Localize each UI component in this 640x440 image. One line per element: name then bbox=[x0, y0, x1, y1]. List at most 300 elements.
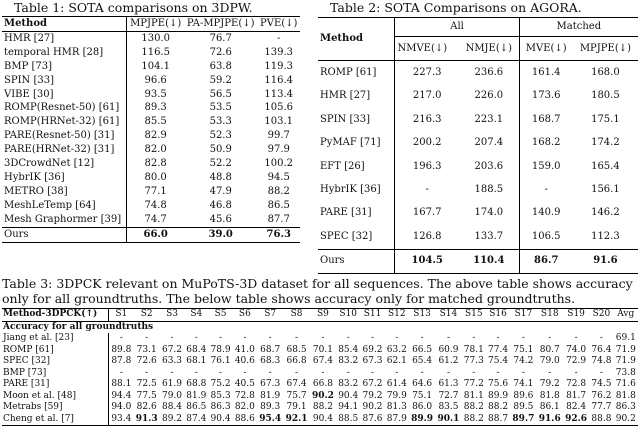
table3-value-cell: 75.1 bbox=[412, 390, 433, 401]
table3-value-cell: 86.0 bbox=[412, 402, 433, 412]
table1-row bbox=[2, 115, 300, 129]
table1-row bbox=[2, 31, 300, 45]
table3-value-cell: 78.1 bbox=[463, 344, 484, 355]
table2-row bbox=[318, 85, 638, 108]
table3-caption-line2: only for all groundtruths. The below table shows accuracy only for matched groundtruths. bbox=[2, 291, 576, 306]
table3-value-cell: 69.2 bbox=[362, 344, 383, 355]
table1-value-cell: 46.8 bbox=[209, 199, 232, 211]
table1-value-cell: 89.3 bbox=[144, 102, 167, 114]
table3-value-cell: 72.5 bbox=[136, 379, 157, 389]
table2-method-cell: EFT [26] bbox=[318, 155, 395, 178]
table3-value-cell: - bbox=[346, 333, 350, 343]
table1-method-cell: SPIN [33] bbox=[2, 74, 127, 88]
table3-value-cell: 89.3 bbox=[260, 402, 281, 412]
table3-value-cell: - bbox=[145, 367, 149, 378]
table3-row bbox=[2, 391, 638, 403]
table1-method-cell: BMP [73] bbox=[2, 60, 127, 74]
table3-header-col: S12 bbox=[387, 309, 406, 319]
table2-row bbox=[318, 202, 638, 225]
table3-value-cell: - bbox=[395, 333, 399, 343]
table3-value-cell: - bbox=[219, 333, 223, 343]
table1-row bbox=[2, 60, 300, 74]
table3-value-cell: 79.2 bbox=[362, 390, 383, 401]
table3-row bbox=[2, 345, 638, 357]
table1-value-cell: 94.5 bbox=[267, 171, 290, 183]
table3-value-cell: 79.1 bbox=[286, 402, 307, 412]
table1-value-cell: 116.5 bbox=[141, 46, 170, 58]
table3-value-cell: - bbox=[446, 367, 450, 378]
table1-value-cell: 74.8 bbox=[144, 199, 167, 211]
table1-value-cell: 104.1 bbox=[141, 60, 170, 72]
table3-value-cell: 88.7 bbox=[488, 413, 509, 424]
table3-value-cell: 90.2 bbox=[362, 402, 383, 412]
table3-value-cell: 77.4 bbox=[488, 344, 509, 355]
table3-method-cell: Jiang et al. [23] bbox=[2, 333, 109, 345]
table2-value-cell: 223.1 bbox=[459, 108, 519, 131]
table3-value-cell: 95.4 bbox=[259, 413, 282, 424]
table3-value-cell: 90.2 bbox=[615, 413, 636, 424]
table3-value-cell: - bbox=[194, 333, 198, 343]
table3-value-cell: 89.6 bbox=[513, 390, 534, 401]
table1-header-mpjpe: MPJPE(↓) bbox=[130, 18, 182, 29]
table3-value-cell: 87.9 bbox=[386, 413, 407, 424]
table3-value-cell: 77.5 bbox=[136, 390, 157, 401]
table1-value-cell: 139.3 bbox=[264, 46, 294, 58]
table3-header-method: Method-3DPCK(↑) bbox=[2, 309, 109, 322]
table1-method-cell: PARE(Resnet-50) [31] bbox=[2, 129, 127, 143]
table3-header-col: S15 bbox=[464, 309, 483, 319]
table2-value-cell: - bbox=[544, 184, 548, 196]
table3-value-cell: 80.7 bbox=[539, 344, 560, 355]
table3-value-cell: - bbox=[446, 333, 450, 343]
table3-value-cell: 94.1 bbox=[338, 402, 359, 412]
table3-value-cell: 68.7 bbox=[260, 344, 281, 355]
table2-group-matched: Matched bbox=[519, 18, 638, 37]
table1-value-cell: 39.0 bbox=[208, 228, 233, 240]
table3-value-cell: 71.9 bbox=[615, 356, 636, 366]
table3-value-cell: - bbox=[599, 367, 603, 378]
table2-value-cell: 112.3 bbox=[591, 230, 620, 242]
table1-value-cell: 96.6 bbox=[144, 74, 167, 86]
table2-value-cell: 174.2 bbox=[591, 137, 620, 149]
table1-value-cell: 59.2 bbox=[209, 74, 232, 86]
table3-value-cell: 81.8 bbox=[539, 390, 560, 401]
table2-header-nmve: NMVE(↓) bbox=[397, 42, 448, 54]
table2-value-cell: 226.0 bbox=[459, 85, 519, 108]
table3-value-cell: 75.4 bbox=[488, 356, 509, 366]
table3-method-cell: ROMP [61] bbox=[2, 345, 109, 357]
table1-row bbox=[2, 157, 300, 171]
table3-header-col: S19 bbox=[567, 309, 585, 319]
table3-method-cell: SPEC [32] bbox=[2, 356, 109, 368]
table3-value-cell: - bbox=[395, 367, 399, 378]
table3-value-cell: 86.1 bbox=[539, 402, 560, 412]
table3-value-cell: 79.0 bbox=[161, 390, 183, 401]
table1-method-cell: Ours bbox=[2, 227, 127, 242]
table3-value-cell: 89.9 bbox=[488, 390, 509, 401]
table3-value-cell: 77.7 bbox=[591, 402, 612, 412]
table2-value-cell: 110.4 bbox=[459, 249, 519, 273]
table3-value-cell: 87.8 bbox=[111, 356, 132, 366]
table2-value-cell: 126.8 bbox=[412, 230, 442, 242]
table3-value-cell: - bbox=[370, 333, 375, 343]
table1-value-cell: 82.8 bbox=[144, 158, 167, 170]
table3-value-cell: 73.8 bbox=[615, 367, 636, 378]
table2-value-cell: 106.5 bbox=[531, 230, 561, 242]
table3-value-cell: 81.7 bbox=[566, 390, 587, 401]
table2-method-cell: HybrIK [36] bbox=[318, 178, 395, 201]
table3-value-cell: - bbox=[295, 367, 299, 378]
table1-row bbox=[2, 185, 300, 199]
table1-body bbox=[2, 31, 300, 242]
table1-value-cell: 100.2 bbox=[264, 158, 294, 170]
table2-group-row bbox=[318, 18, 638, 37]
table3-value-cell: 90.4 bbox=[312, 413, 333, 424]
table2-method-cell: ROMP [61] bbox=[318, 61, 395, 85]
table3-value-cell: 93.4 bbox=[111, 413, 132, 424]
table3-value-cell: 68.1 bbox=[186, 356, 207, 366]
table1-row bbox=[2, 171, 300, 185]
table1-value-cell: 45.6 bbox=[209, 213, 232, 225]
table1-header-method: Method bbox=[2, 17, 127, 32]
table1-method-cell: 3DCrowdNet [12] bbox=[2, 157, 127, 171]
table2-method-cell: PyMAF [71] bbox=[318, 132, 395, 155]
table1-value-cell: 76.3 bbox=[266, 228, 291, 240]
table3-value-cell: 88.2 bbox=[312, 402, 333, 412]
table3-value-cell: - bbox=[170, 367, 174, 378]
table3-row bbox=[2, 368, 638, 380]
table2-header-mpjpe: MPJPE(↓) bbox=[579, 42, 631, 54]
table2-value-cell: 91.6 bbox=[593, 255, 618, 267]
table3-value-cell: 91.6 bbox=[538, 413, 561, 424]
table3-value-cell: 85.4 bbox=[338, 344, 359, 355]
table3-value-cell: 86.5 bbox=[186, 402, 207, 412]
table1-value-cell: 87.7 bbox=[267, 213, 290, 225]
table1-method-cell: temporal HMR [28] bbox=[2, 46, 127, 60]
table2-value-cell: 161.4 bbox=[531, 67, 561, 79]
table3-value-cell: 89.9 bbox=[411, 413, 434, 424]
table3-header-col: S13 bbox=[413, 309, 431, 319]
table3-row bbox=[2, 414, 638, 426]
table1-value-cell: 82.0 bbox=[144, 144, 167, 156]
table3-header-col: S1 bbox=[115, 309, 128, 319]
table3-value-cell: 67.3 bbox=[362, 356, 383, 366]
table3-value-cell: 81.1 bbox=[463, 390, 484, 401]
table3-value-cell: 73.1 bbox=[136, 344, 157, 355]
table1-method-cell: PARE(HRNet-32) [31] bbox=[2, 143, 127, 157]
table1-value-cell: 50.9 bbox=[209, 144, 232, 156]
table3-value-cell: - bbox=[574, 333, 578, 343]
table3-value-cell: 82.6 bbox=[136, 402, 157, 412]
table3-value-cell: - bbox=[496, 367, 500, 378]
table3-value-cell: 79.2 bbox=[539, 379, 560, 389]
table3-value-cell: 89.5 bbox=[513, 402, 534, 412]
table2-ours-row bbox=[318, 249, 638, 273]
table1-value-cell: 113.4 bbox=[264, 88, 294, 100]
table3-value-cell: - bbox=[268, 333, 272, 343]
table1-value-cell: 99.7 bbox=[267, 130, 290, 142]
table2-value-cell: 175.1 bbox=[591, 113, 620, 125]
table3-value-cell: - bbox=[295, 333, 299, 343]
table3-value-cell: 68.3 bbox=[260, 356, 281, 366]
table3-method-cell: PARE [31] bbox=[2, 379, 109, 391]
table3-value-cell: 81.8 bbox=[615, 390, 636, 401]
table3-header-col: S7 bbox=[264, 309, 277, 319]
table3-header-col: S16 bbox=[489, 309, 507, 319]
table3-value-cell: 75.2 bbox=[210, 379, 231, 389]
table1-method-cell: METRO [38] bbox=[2, 185, 127, 199]
table1-value-cell: 74.7 bbox=[144, 213, 167, 225]
table2-method-cell: Ours bbox=[318, 249, 395, 273]
table3-value-cell: 40.6 bbox=[234, 356, 255, 366]
table3-value-cell: - bbox=[420, 333, 424, 343]
table1-value-cell: 93.5 bbox=[144, 88, 167, 100]
table1-value-cell: 85.5 bbox=[144, 116, 167, 128]
table3-value-cell: 88.2 bbox=[488, 402, 509, 412]
table2-row bbox=[318, 225, 638, 249]
table1-row bbox=[2, 88, 300, 102]
table1-value-cell: 88.2 bbox=[267, 185, 290, 197]
table3-value-cell: - bbox=[145, 333, 149, 343]
table3-header-col: Avg bbox=[617, 309, 635, 319]
table3-header-col: S18 bbox=[540, 309, 559, 319]
table2-value-cell: 168.7 bbox=[531, 113, 561, 125]
table3-value-cell: - bbox=[548, 333, 552, 343]
table1 bbox=[2, 16, 300, 243]
table3-value-cell: 63.2 bbox=[386, 344, 407, 355]
table3-value-cell: 64.6 bbox=[412, 379, 433, 389]
table3-value-cell: 92.1 bbox=[285, 413, 308, 424]
table1-header-pve: PVE(↓) bbox=[260, 18, 298, 29]
table3-value-cell: 91.3 bbox=[135, 413, 158, 424]
table3-value-cell: - bbox=[321, 333, 325, 343]
table3-value-cell: 86.3 bbox=[210, 402, 231, 412]
table3-value-cell: - bbox=[346, 367, 350, 378]
table1-row bbox=[2, 101, 300, 115]
table3-value-cell: 83.2 bbox=[338, 356, 359, 366]
table3-value-cell: 94.0 bbox=[111, 402, 132, 412]
table2-value-cell: 196.3 bbox=[412, 160, 442, 172]
table2-value-cell: 140.9 bbox=[531, 207, 561, 219]
table3-value-cell: - bbox=[268, 367, 272, 378]
table3-value-cell: 71.6 bbox=[615, 379, 636, 389]
table3-value-cell: 81.3 bbox=[386, 402, 407, 412]
table2-caption: Table 2: SOTA Comparisons on AGORA. bbox=[330, 0, 582, 15]
table3-value-cell: 79.9 bbox=[386, 390, 407, 401]
table3-value-cell: 67.2 bbox=[161, 344, 183, 355]
table1-value-cell: 105.6 bbox=[264, 102, 294, 114]
table2-row bbox=[318, 108, 638, 131]
table3-row bbox=[2, 402, 638, 414]
table2-row bbox=[318, 132, 638, 155]
table3-value-cell: 85.3 bbox=[210, 390, 231, 401]
table3-value-cell: 60.9 bbox=[438, 344, 459, 355]
table3-value-cell: 87.6 bbox=[362, 413, 383, 424]
table3-value-cell: - bbox=[321, 367, 325, 378]
table3-method-cell: Moon et al. [48] bbox=[2, 391, 109, 403]
table1-row bbox=[2, 46, 300, 60]
table3-value-cell: - bbox=[472, 333, 476, 343]
table3-value-cell: 82.0 bbox=[234, 402, 255, 412]
table3-value-cell: 90.4 bbox=[210, 413, 231, 424]
table1-value-cell: 76.7 bbox=[209, 32, 232, 44]
table3-value-cell: 61.3 bbox=[438, 379, 459, 389]
table3-row bbox=[2, 356, 638, 368]
table3-value-cell: 65.4 bbox=[412, 356, 433, 366]
table1-row bbox=[2, 199, 300, 213]
table3-value-cell: 72.8 bbox=[566, 379, 587, 389]
table1-value-cell: 47.9 bbox=[209, 185, 232, 197]
table2-row bbox=[318, 178, 638, 201]
table1-value-cell: - bbox=[277, 32, 281, 44]
table1-value-cell: 56.5 bbox=[209, 88, 232, 100]
table3-value-cell: 67.3 bbox=[260, 379, 281, 389]
table3-value-cell: 70.1 bbox=[312, 344, 333, 355]
table3-value-cell: 88.2 bbox=[463, 413, 484, 424]
table3-value-cell: - bbox=[194, 367, 198, 378]
table1-method-cell: VIBE [30] bbox=[2, 88, 127, 102]
table1-method-cell: Mesh Graphormer [39] bbox=[2, 213, 127, 227]
table3-value-cell: - bbox=[219, 367, 223, 378]
table3-value-cell: 67.4 bbox=[312, 356, 333, 366]
table1-value-cell: 66.0 bbox=[143, 228, 168, 240]
table3-value-cell: 75.1 bbox=[513, 344, 534, 355]
table2 bbox=[318, 17, 638, 274]
table3-value-cell: - bbox=[243, 367, 247, 378]
table2-header-method: Method bbox=[318, 18, 395, 61]
table1-caption: Table 1: SOTA comparisons on 3DPW. bbox=[14, 0, 253, 15]
table1-value-cell: 53.5 bbox=[209, 102, 232, 114]
table3-value-cell: 88.2 bbox=[463, 402, 484, 412]
table3-value-cell: - bbox=[548, 367, 552, 378]
table2-value-cell: 217.0 bbox=[412, 90, 442, 102]
table3-body bbox=[2, 321, 638, 426]
table3-value-cell: 88.5 bbox=[338, 413, 359, 424]
table3-value-cell: 72.9 bbox=[566, 356, 587, 366]
table3-value-cell: 81.9 bbox=[260, 390, 281, 401]
table2-value-cell: 188.5 bbox=[459, 178, 519, 201]
table3-value-cell: - bbox=[370, 367, 375, 378]
table2-method-cell: SPEC [32] bbox=[318, 225, 395, 249]
table2-value-cell: 236.6 bbox=[459, 61, 519, 85]
table3-caption-line1: Table 3: 3DPCK relevant on MuPoTS-3D dataset for all sequences. The above table shows accuracy bbox=[2, 276, 633, 291]
table3-value-cell: 90.2 bbox=[311, 390, 334, 401]
table3-value-cell: 83.2 bbox=[338, 379, 359, 389]
table3-value-cell: 77.2 bbox=[463, 379, 484, 389]
table1-row bbox=[2, 143, 300, 157]
table3-value-cell: 66.5 bbox=[412, 344, 433, 355]
table2-value-cell: 180.5 bbox=[591, 90, 620, 102]
table1-value-cell: 80.0 bbox=[144, 171, 167, 183]
table3-value-cell: 88.1 bbox=[111, 379, 132, 389]
table2-header-nmje: NMJE(↓) bbox=[459, 37, 519, 61]
table2-value-cell: - bbox=[425, 184, 429, 196]
table3-header-col: S14 bbox=[439, 309, 458, 319]
table3-method-cell: Metrabs [59] bbox=[2, 402, 109, 414]
table3-value-cell: 41.0 bbox=[234, 344, 255, 355]
table1-value-cell: 130.0 bbox=[141, 32, 170, 44]
table3-value-cell: 74.8 bbox=[591, 356, 612, 366]
table3-value-cell: 75.6 bbox=[488, 379, 509, 389]
table3-value-cell: 81.9 bbox=[186, 390, 207, 401]
table3-header-col: S10 bbox=[339, 309, 358, 319]
table3-value-cell: - bbox=[521, 367, 525, 378]
table3-header-col: S9 bbox=[316, 309, 329, 319]
table1-value-cell: 116.4 bbox=[264, 74, 294, 86]
table2-value-cell: 216.3 bbox=[412, 113, 442, 125]
table3-header-col: S17 bbox=[514, 309, 533, 319]
table1-value-cell: 103.1 bbox=[264, 116, 294, 128]
table2-value-cell: 146.2 bbox=[591, 207, 620, 219]
table2-value-cell: 86.7 bbox=[534, 255, 559, 267]
table1-value-cell: 86.5 bbox=[267, 199, 290, 211]
table3-header-col: S4 bbox=[190, 309, 203, 319]
table1-header-row bbox=[2, 17, 300, 32]
table3-value-cell: 61.2 bbox=[438, 356, 459, 366]
table2-value-cell: 168.0 bbox=[591, 67, 620, 79]
table3-value-cell: 61.4 bbox=[386, 379, 407, 389]
table3-value-cell: 90.4 bbox=[338, 390, 359, 401]
table3-value-cell: 94.4 bbox=[111, 390, 132, 401]
table3-header-col: S2 bbox=[140, 309, 153, 319]
table3-value-cell: - bbox=[119, 367, 123, 378]
table3-row bbox=[2, 333, 638, 345]
table3-value-cell: 62.1 bbox=[386, 356, 407, 366]
table3-value-cell: 79.0 bbox=[539, 356, 560, 366]
table2-value-cell: 207.4 bbox=[459, 132, 519, 155]
table3-method-cell: Cheng et al. [7] bbox=[2, 414, 109, 426]
table3-value-cell: 83.5 bbox=[438, 402, 459, 412]
table1-ours-row bbox=[2, 227, 300, 242]
table3-value-cell: 74.1 bbox=[513, 379, 534, 389]
table3-section-row bbox=[2, 321, 638, 333]
table3-value-cell: 67.2 bbox=[362, 379, 383, 389]
table2-value-cell: 174.0 bbox=[459, 202, 519, 225]
table2-value-cell: 104.5 bbox=[411, 255, 443, 267]
table1-value-cell: 72.6 bbox=[209, 46, 232, 58]
table3-value-cell: 76.2 bbox=[591, 390, 612, 401]
table3-header-col: S6 bbox=[238, 309, 251, 319]
table3-header-row bbox=[2, 309, 638, 322]
table2-group-all: All bbox=[395, 18, 519, 37]
table3-value-cell: 74.0 bbox=[566, 344, 587, 355]
table1-value-cell: 119.3 bbox=[264, 60, 294, 72]
table3-value-cell: 74.2 bbox=[513, 356, 534, 366]
table3-value-cell: 68.5 bbox=[286, 344, 307, 355]
table3-value-cell: 72.6 bbox=[136, 356, 157, 366]
table2-method-cell: HMR [27] bbox=[318, 85, 395, 108]
table3-value-cell: - bbox=[119, 333, 123, 343]
table3-value-cell: 89.7 bbox=[512, 413, 535, 424]
table3-value-cell: 89.2 bbox=[161, 413, 183, 424]
table3-section-label: Accuracy for all groundtruths bbox=[3, 321, 154, 332]
table3-value-cell: 92.6 bbox=[565, 413, 588, 424]
table3-value-cell: 75.7 bbox=[286, 390, 307, 401]
table3-value-cell: 61.9 bbox=[161, 379, 183, 389]
table2-value-cell: 200.2 bbox=[412, 137, 442, 149]
table3-value-cell: - bbox=[420, 367, 424, 378]
table3-value-cell: 72.8 bbox=[234, 390, 255, 401]
table1-value-cell: 63.8 bbox=[209, 60, 232, 72]
table2-body bbox=[318, 61, 638, 274]
table3-value-cell: - bbox=[496, 333, 500, 343]
table2-header-mve: MVE(↓) bbox=[525, 42, 567, 54]
table3-value-cell: 88.6 bbox=[234, 413, 255, 424]
table2-value-cell: 168.2 bbox=[531, 137, 561, 149]
table2-value-cell: 165.4 bbox=[591, 160, 620, 172]
table1-value-cell: 48.8 bbox=[209, 171, 232, 183]
table3-value-cell: 67.4 bbox=[286, 379, 307, 389]
